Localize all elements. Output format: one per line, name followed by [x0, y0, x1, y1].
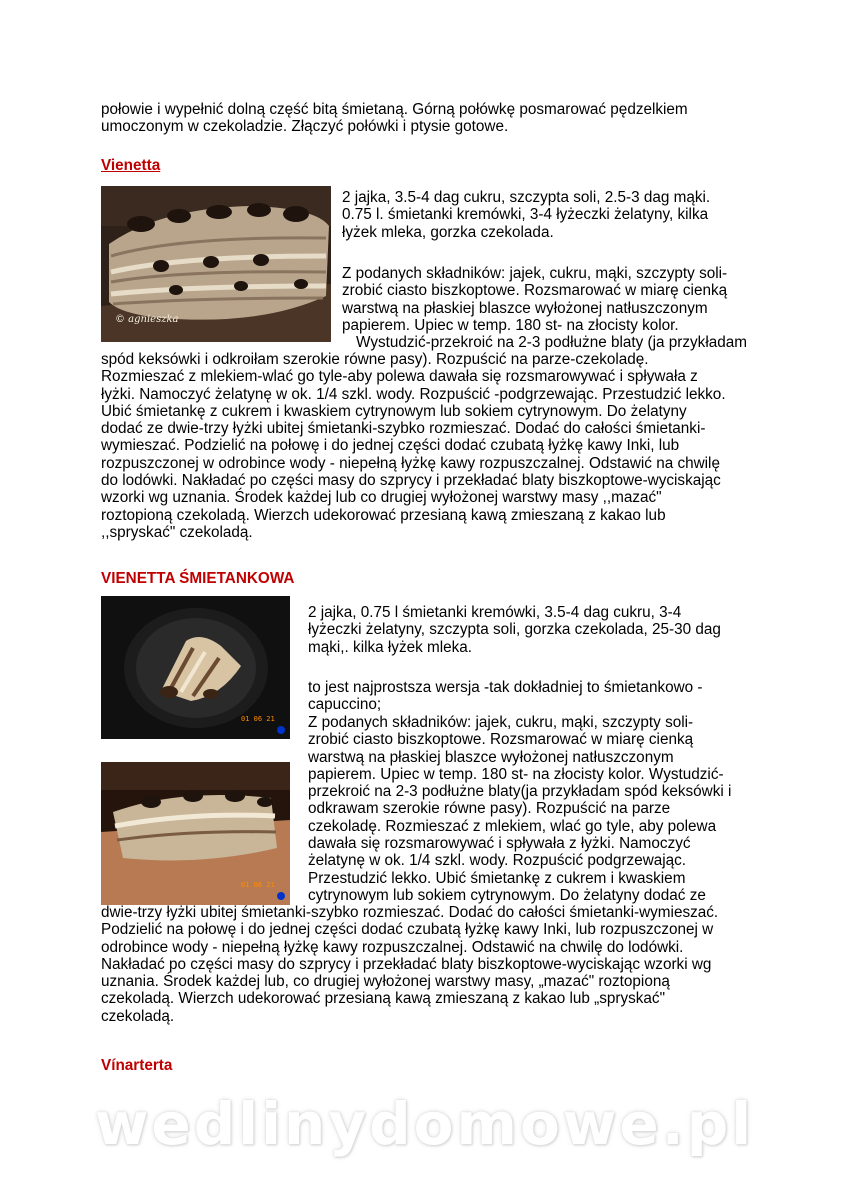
ingredient-line: łyżeczki żelatyny, szczypta soli, gorzka czekolada, 25-30 dag [308, 621, 721, 639]
method-line: wzorki wg uznania. Środek każdej lub co drugiej wyłożonej warstwy masy ,,mazać" [101, 489, 662, 507]
method-line: rozpuszczonej w odrobince wody - niepełną łyżkę kawy rozpuszczalnej. Odstawić na chwilę [101, 454, 720, 472]
method-line: ,,spryskać" czekoladą. [101, 523, 253, 541]
vienetta-smietankowa-method-full [101, 904, 747, 1025]
method-line: warstwą na płaskiej blaszce wyłożonej natłuszczonym [342, 299, 708, 317]
method-line: odrobince wody - niepełną łyżkę kawy rozpuszczalnej. Odstawić na chwilę do lodówki. [101, 938, 684, 956]
intro-line: umoczonym w czekoladzie. Złączyć połówki i ptysie gotowe. [101, 118, 509, 136]
method-line: odkrawam szerokie równe pasy). Rozpuścić na parze [308, 800, 671, 818]
method-line: Rozmieszać z mlekiem-wlać go tyle-aby polewa dawała się rozsmarowywać i spływała z [101, 368, 698, 386]
method-line: dawała się rozsmarowywać i spływała z łyżki. Namoczyć [308, 835, 691, 853]
method-line: łyżki. Namoczyć żelatynę w ok. 1/4 szkl. wody. Rozpuścić -podgrzewając. Przestudzić lekko. [101, 385, 726, 403]
section-heading-vinarterta: Vínarterta [101, 1057, 173, 1074]
plated-cake-image [101, 596, 290, 739]
vienetta-smietankowa-photo-1 [101, 596, 290, 739]
method-line: spód keksówki i odkroiłam szerokie równe pasy). Rozpuścić na parze-czekoladę. [101, 351, 649, 368]
method-line: Przestudzić lekko. Ubić śmietankę z cukrem i kwaskiem [308, 869, 686, 887]
method-line: Wystudzić-przekroić na 2-3 podłużne blaty (ja przykładam [356, 334, 747, 352]
method-line: żelatynę w ok. 1/4 szkl. wody. Rozpuścić podgrzewając. [308, 852, 687, 870]
ingredient-line: łyżek mleka, gorzka czekolada. [342, 223, 554, 241]
method-line: Nakładać po części masy do szprycy i przekładać blaty biszkoptowe-wyciskając wzorki wg [101, 955, 712, 973]
ingredient-line: 2 jajka, 0.75 l śmietanki kremówki, 3.5-4 dag cukru, 3-4 [308, 604, 682, 621]
method-line: czekoladę. Rozmieszać z mlekiem, wlać go tyle, aby polewa [308, 817, 717, 835]
note-line: capuccino; [308, 696, 382, 714]
method-line: zrobić ciasto biszkoptowe. Rozsmarować w miarę cienką [308, 731, 694, 749]
ingredient-line: 0.75 l. śmietanki kremówki, 3-4 łyżeczki żelatyny, kilka [342, 206, 709, 224]
photo-stamp: 01 06 21 [241, 715, 275, 723]
intro-line: połowie i wypełnić dolną część bitą śmietaną. Górną połówkę posmarować pędzelkiem [101, 101, 688, 118]
vienetta-photo [101, 186, 331, 342]
method-line: Ubić śmietankę z cukrem i kwaskiem cytrynowym lub sokiem cytrynowym. Do żelatyny [101, 402, 687, 420]
method-line: papierem. Upiec w temp. 180 st- na złocisty kolor. [342, 316, 679, 334]
method-line: zrobić ciasto biszkoptowe. Rozsmarować w miarę cienką [342, 282, 728, 300]
vienetta-method-side [342, 265, 747, 351]
vienetta-smietankowa-photo-2 [101, 762, 290, 905]
method-line: do lodówki. Nakładać po części masy do szprycy i przekładać blaty biszkoptowe-wyciskając [101, 472, 721, 490]
intro-paragraph [101, 101, 747, 136]
photo-signature: © agnieszka [115, 314, 179, 325]
ingredient-line: 2 jajka, 3.5-4 dag cukru, szczypta soli, 2.5-3 dag mąki. [342, 189, 711, 206]
section-heading-vienetta: Vienetta [101, 157, 161, 174]
vienetta-smietankowa-note [308, 679, 747, 714]
method-line: czekoladą. [101, 1007, 175, 1025]
vienetta-smietankowa-ingredients [308, 604, 747, 656]
method-line: Z podanych składników: jajek, cukru, mąki, szczypty soli- [308, 714, 694, 731]
ingredient-line: mąki,. kilka łyżek mleka. [308, 638, 473, 656]
vienetta-cake-image [101, 186, 331, 342]
vienetta-smietankowa-method-side [308, 714, 747, 904]
method-line: wymieszać. Podzielić na połowę i do jednej części dodać czubatą łyżkę kawy Inki, lub [101, 437, 680, 455]
method-line: warstwą na płaskiej blaszce wyłożonej natłuszczonym [308, 748, 674, 766]
method-line: Z podanych składników: jajek, cukru, mąki, szczypty soli- [342, 265, 728, 282]
note-line: to jest najprostsza wersja -tak dokładniej to śmietankowo - [308, 679, 703, 696]
method-line: czekoladą. Wierzch udekorować przesianą kawą zmieszaną z kakao lub „spryskać" [101, 990, 666, 1008]
method-line: papierem. Upiec w temp. 180 st- na złocisty kolor. Wystudzić- [308, 765, 724, 783]
site-watermark: wedlinydomowe.pl [94, 1090, 755, 1158]
method-line: uznania. Środek każdej lub, co drugiej wyłożonej warstwy masy, „mazać" roztopioną [101, 973, 670, 991]
vienetta-method-full [101, 351, 747, 541]
vienetta-ingredients [342, 189, 747, 241]
method-line: cytrynowym lub sokiem cytrynowym. Do żelatyny dodać ze [308, 886, 706, 904]
photo-stamp: 01 06 21 [241, 881, 275, 889]
method-line: roztopioną czekoladą. Wierzch udekorować przesianą kawą zmieszaną z kakao lub [101, 506, 666, 524]
method-line: dodać ze dwie-trzy łyżki ubitej śmietanki-szybko rozmieszać. Dodać do całości śmietanki- [101, 420, 706, 438]
method-line: przekroić na 2-3 podłużne blaty(ja przykładam spód keksówki i [308, 783, 732, 801]
section-heading-vienetta-smietankowa: VIENETTA ŚMIETANKOWA [101, 570, 295, 587]
method-line: Podzielić na połowę i do jednej części dodać czubatą łyżkę kawy Inki, lub rozpuszczonej w [101, 921, 714, 939]
cake-on-table-image [101, 762, 290, 905]
method-line: dwie-trzy łyżki ubitej śmietanki-szybko rozmieszać. Dodać do całości śmietanki-wymieszać. [101, 904, 719, 921]
